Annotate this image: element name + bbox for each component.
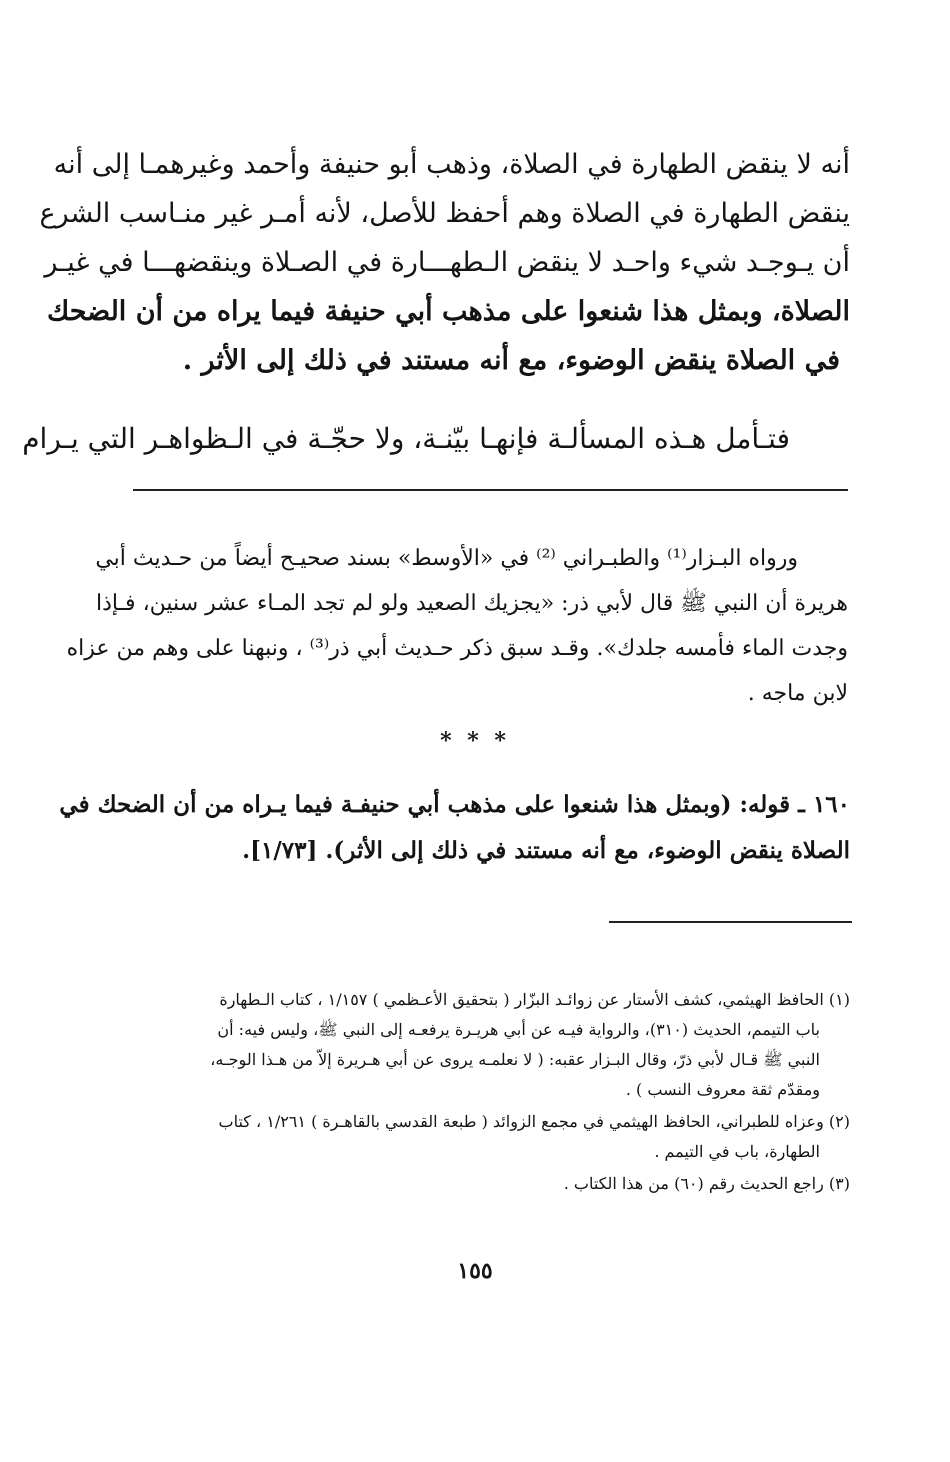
quote-line-2: هريرة أن النبي ﷺ قال لأبي ذر: «يجزيك الصعيد ولو لم تجد المـاء عشر سنين، فـإذا: [96, 591, 848, 616]
footnote-3: [135, 1169, 850, 1199]
commentary-entry: [59, 782, 850, 874]
page-number: ١٥٥: [457, 1258, 493, 1284]
quote-line-1: ورواه البـزار⁽¹⁾ والطبـراني ⁽²⁾ في «الأوسط» بسند صحيـح أيضاً من حـديث أبي: [95, 546, 798, 571]
footnote-1-line-1: (١) الحافظ الهيثمي، كشف الأستار عن زوائـد البزّار ( بتحقيق الأعـظمي ) ١/١٥٧ ، كتاب الـطهارة: [219, 990, 850, 1009]
footnote-divider: [609, 921, 852, 923]
asterism-separator: * * *: [440, 728, 510, 754]
quoted-passage: [66, 536, 848, 716]
commentary-line-2: الصلاة ينقض الوضوء، مع أنه مستند في ذلك إلى الأثر). [١/٧٣].: [242, 837, 850, 864]
footnote-2: [135, 1107, 850, 1167]
quote-line-4: لابن ماجه .: [747, 681, 848, 706]
main-line-5: في الصلاة ينقض الوضوء، مع أنه مستند في ذلك إلى الأثر .: [182, 345, 840, 376]
footnote-1-line-3: النبي ﷺ قـال لأبي ذرّ، وقال البـزار عقبه: ( لا نعلمـه يروى عن أبي هـريرة إلاّ من هـذا الوجـه،: [210, 1050, 820, 1069]
footnotes: [135, 985, 850, 1201]
section-divider: [133, 489, 848, 491]
reflection-line: فتـأمل هـذه المسألـة فإنهـا بيّنـة، ولا حجّـة في الـظواهـر التي يـرام: [22, 422, 790, 455]
main-line-4: الصلاة، وبمثل هذا شنعوا على مذهب أبي حنيفة فيما يراه من أن الضحك: [46, 296, 850, 327]
footnote-1-line-2: باب التيمم، الحديث (٣١٠)، والرواية فيـه عن أبي هريـرة يرفعـه إلى النبي ﷺ، وليس فيه: أن: [217, 1020, 820, 1039]
main-line-2: ينقض الطهارة في الصلاة وهم أحفظ للأصل، لأنه أمـر غير منـاسب الشرع: [39, 198, 850, 229]
main-paragraph: [39, 140, 850, 385]
commentary-line-1: ١٦٠ ـ قوله: (وبمثل هذا شنعوا على مذهب أبي حنيفـة فيما يـراه من أن الضحك في: [59, 791, 850, 818]
footnote-3-line-1: (٣) راجع الحديث رقم (٦٠) من هذا الكتاب .: [563, 1174, 850, 1193]
footnote-1: [135, 985, 850, 1105]
quote-line-3: وجدت الماء فأمسه جلدك». وقـد سبق ذكر حـديث أبي ذر⁽³⁾ ، ونبهنا على وهم من عزاه: [66, 636, 848, 661]
main-line-3: أن يـوجـد شيء واحـد لا ينقض الـطهـــارة في الصـلاة وينقضهـــا في غيـر: [44, 247, 850, 278]
footnote-2-line-2: الطهارة، باب في التيمم .: [654, 1142, 820, 1161]
main-line-1: أنه لا ينقض الطهارة في الصلاة، وذهب أبو حنيفة وأحمد وغيرهمـا إلى أنه: [53, 149, 850, 180]
footnote-2-line-1: (٢) وعزاه للطبراني، الحافظ الهيثمي في مجمع الزوائد ( طبعة القدسي بالقاهـرة ) ١/٢٦١ ، كتاب: [218, 1112, 850, 1131]
footnote-1-line-4: ومقدّم ثقة معروف النسب ) .: [625, 1080, 820, 1099]
